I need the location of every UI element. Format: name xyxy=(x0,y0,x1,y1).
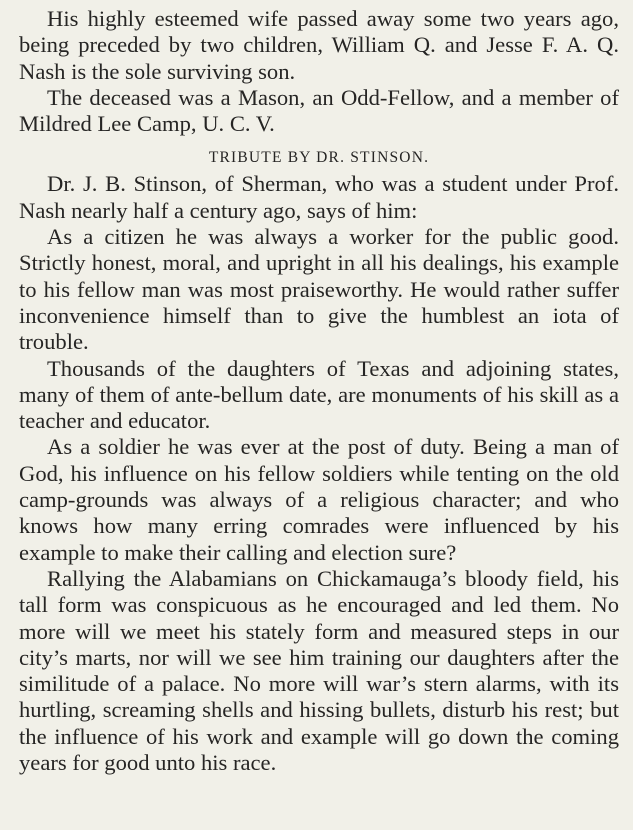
paragraph-citizen: As a citizen he was always a worker for the public good. Strictly honest, moral, and upright in all his dealings, his example to his fellow man was most praiseworthy. He would rather suffer inconvenience himself than to give the humblest an iota of trouble. xyxy=(19,224,619,355)
paragraph-stinson-intro: Dr. J. B. Stinson, of Sherman, who was a student under Prof. Nash nearly half a century ago, says of him: xyxy=(19,171,619,223)
section-heading: TRIBUTE BY DR. STINSON. xyxy=(208,149,430,167)
paragraph-daughters-of-texas: Thousands of the daughters of Texas and adjoining states, many of them of ante-bellum date, are monuments of his skill as a teacher and educator. xyxy=(19,355,619,434)
paragraph-wife-and-children: His highly esteemed wife passed away some two years ago, being preceded by two children, William Q. and Jesse F. A. Q. Nash is the sole surviving son. xyxy=(19,6,619,84)
paragraph-memberships: The deceased was a Mason, an Odd-Fellow, and a member of Mildred Lee Camp, U. C. V. xyxy=(19,84,619,137)
paragraph-chickamauga: Rallying the Alabamians on Chickamauga’s bloody field, his tall form was conspicuous as he encouraged and led them. No more will we meet his stately form and measured steps in our city’s marts, nor will we see him training our daughters after the similitude of a palace. No more will war’s stern alarms, with its hurtling, screaming shells and hissing bullets, disturb his rest; but the influence of his work and example will go down the coming years for good unto his race. xyxy=(19,565,619,776)
paragraph-soldier: As a soldier he was ever at the post of duty. Being a man of God, his influence on his fellow soldiers while tenting on the old camp-grounds was always of a religious character; and who knows how many erring comrades were influenced by his example to make their calling and election sure? xyxy=(19,434,619,565)
